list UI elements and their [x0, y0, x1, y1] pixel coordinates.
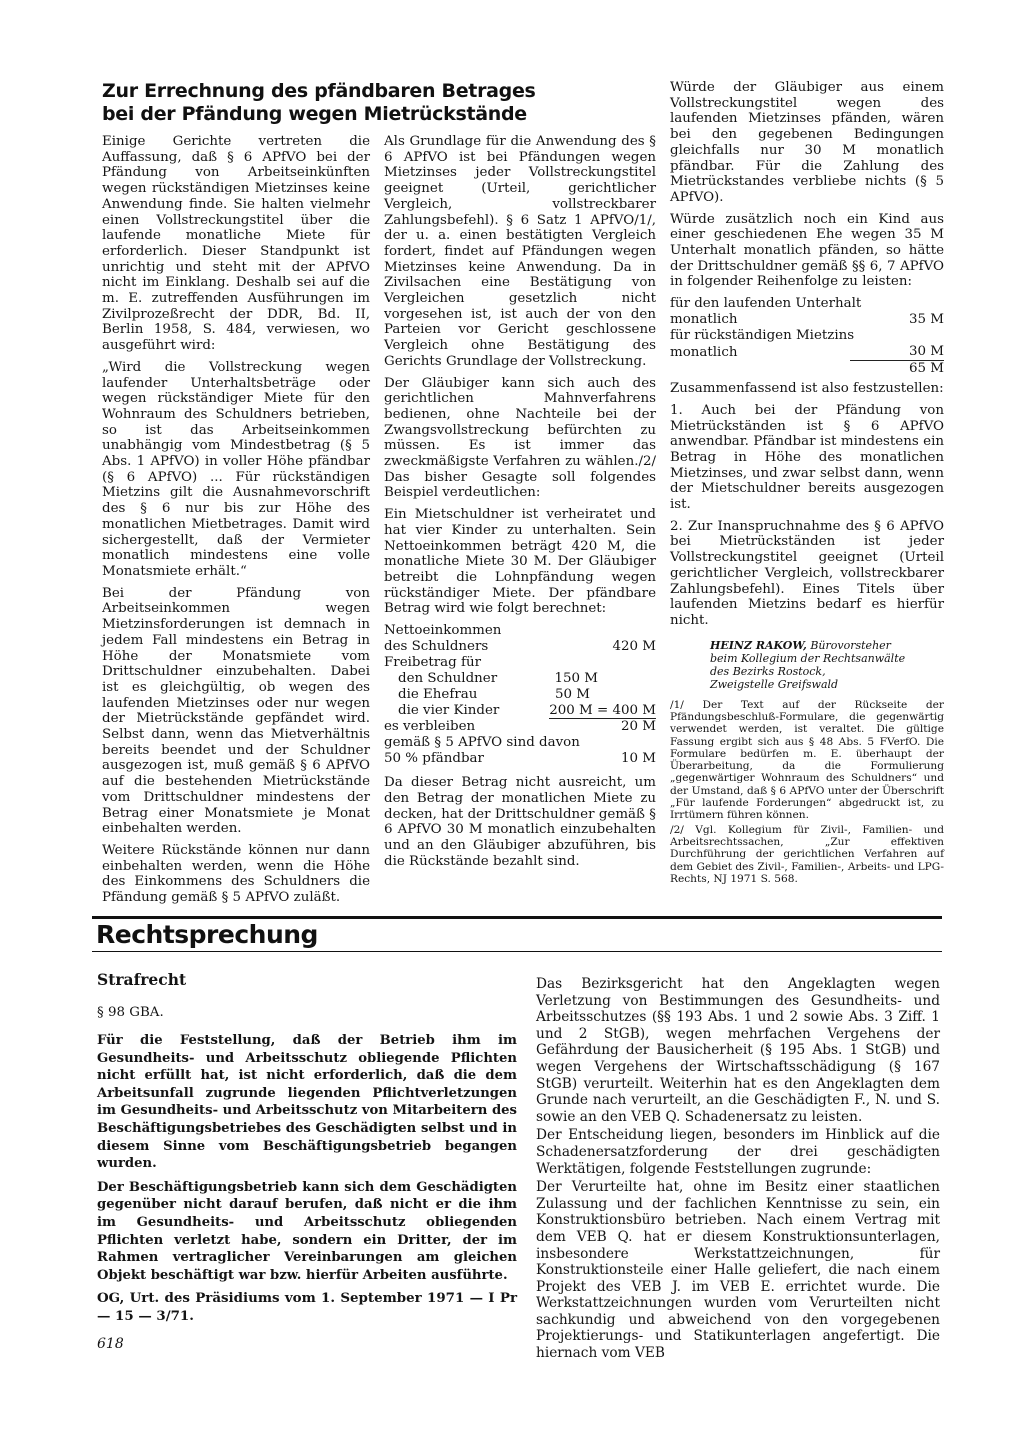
- norm-reference: § 98 GBA.: [97, 1005, 164, 1020]
- calc-label: die Ehefrau: [398, 687, 478, 703]
- calc-label: für den laufenden Unterhalt: [670, 296, 862, 312]
- calc-label: des Schuldners: [384, 639, 489, 655]
- footnote-2: /2/ Vgl. Kollegium für Zivil-, Familien- und Arbeitsrechtssachen, „Zur effektiven Durchführung der gerichtlichen Verfahren auf dem Gebiet des Zivil-, Familien-, Arbeits- und LPG-Rechts, NJ 1971 S. 568.: [670, 823, 944, 885]
- author-affiliation: Zweigstelle Greifswald: [710, 677, 839, 691]
- paragraph: Der Verurteilte hat, ohne im Besitz einer staatlichen Zulassung und der fachlichen Kenntnisse zu sein, ein Konstruktionsbüro betrieben. Nach einem Vertrag mit dem VEB Q. hat er diesem Konstruktionsunterlagen, insbesondere Werkstattzeichnungen, für Konstruktionsteile einer Halle geliefert, die nach einem Projekt des VEB J. im VEB E. errichtet wurde. Die Werkstattzeichnungen wurden vom Verurteilten nicht sachkundig und abweichend von den vorgegebenen Projektierungs- und Statikunterlagen angefertigt. Die hiernach vom VEB: [536, 1179, 940, 1362]
- paragraph: Der Entscheidung liegen, besonders im Hinblick auf die Schadenersatzforderung der drei geschädigten Werktätigen, folgende Feststellungen zugrunde:: [536, 1127, 940, 1177]
- article-title-line2: bei der Pfändung wegen Mietrückstände: [102, 103, 527, 125]
- article-column-3: [670, 80, 944, 887]
- author-affiliation: des Bezirks Rostock,: [710, 664, 826, 678]
- article-title-line1: Zur Errechnung des pfändbaren Betrages: [102, 80, 536, 102]
- calc-value: 420 M: [612, 639, 656, 655]
- calc-label: für rückständigen Mietzins: [670, 328, 855, 344]
- section-right-column: [536, 976, 940, 1364]
- page-number: 618: [97, 1336, 124, 1352]
- calc-value: 50 M: [554, 687, 590, 703]
- calc-label: es verbleiben: [384, 719, 476, 735]
- calc-label: gemäß § 5 APfVO sind davon: [384, 735, 580, 751]
- author-signature: [710, 639, 944, 691]
- section-left-column: [97, 970, 517, 1325]
- paragraph: Ein Mietschuldner ist verheiratet und hat vier Kinder zu unterhalten. Sein Nettoeinkommen beträgt 420 M, die monatliche Miete 30 M. Der Gläubiger betreibt die Lohnpfändung wegen rückständiger Miete. Der pfändbare Betrag wird wie folgt berechnet:: [384, 507, 656, 617]
- author-affiliation: beim Kollegium der Rechtsanwälte: [710, 651, 906, 665]
- section-title: Rechtsprechung: [96, 920, 318, 949]
- headnotes: [97, 1032, 517, 1284]
- calc-value: 20 M: [620, 719, 656, 735]
- calc-value: 200 M = 400 M: [549, 703, 656, 719]
- calc-label: den Schuldner: [398, 671, 498, 687]
- paragraph: Würde der Gläubiger aus einem Vollstreckungstitel wegen des laufenden Mietzinses pfänden, wären bei den gegebenen Bedingungen gleichfalls nur 30 M monatlich pfändbar. Für die Zahlung des Mietrückstandes verbliebe nichts (§ 5 APfVO).: [670, 80, 944, 205]
- calc-value: 35 M: [908, 312, 944, 328]
- author-role: Bürovorsteher: [810, 638, 891, 652]
- calc-label: Freibetrag für: [384, 655, 481, 671]
- article-column-1: [102, 134, 370, 908]
- article-column-2: [384, 134, 656, 871]
- paragraph: Da dieser Betrag nicht ausreicht, um den Betrag der monatlichen Miete zu decken, hat der Drittschuldner gemäß § 6 APfVO 30 M monatlich einzubehalten und an den Gläubiger abzuführen, bis die Rückstände bezahlt sind.: [384, 775, 656, 869]
- author-name: HEINZ RAKOW,: [710, 638, 807, 652]
- calc-label: Nettoeinkommen: [384, 623, 502, 639]
- paragraph: Weitere Rückstände können nur dann einbehalten werden, wenn die Höhe des Einkommens des Schuldners die Pfändung gemäß § 5 APfVO zuläßt.: [102, 842, 370, 906]
- summary-point-2: 2. Zur Inanspruchnahme des § 6 APfVO bei Mietrückständen ist jeder Vollstreckungstitel geeignet (Urteil gerichtlicher Vergleich, vollstreckbarer Zahlungsbefehl). Eines Titels über laufenden Mietzins bedarf es hierfür nicht.: [670, 518, 944, 628]
- calc-label: 50 % pfändbar: [384, 751, 484, 767]
- section-rule: [92, 916, 942, 919]
- section-rule-thin: [92, 951, 942, 952]
- paragraph: Der Gläubiger kann sich auch des gerichtlichen Mahnverfahrens bedienen, ohne Nachteile bei der Zwangsvollstreckung befürchten zu müssen. Es ist immer das zweckmäßigste Verfahren zu wählen./2/ Das bisher Gesagte soll folgendes Beispiel verdeutlichen:: [384, 375, 656, 501]
- headnote: Für die Feststellung, daß der Betrieb ihm im Gesundheits- und Arbeitsschutz obliegende Pflichten nicht erfüllt hat, ist nicht erforderlich, daß die dem Arbeitsunfall zugrunde liegenden Pflichtverletzungen im Gesundheits- und Arbeitsschutz von Mitarbeitern des Beschäftigungsbetriebes des Geschädigten selbst und in diesem Sinne vom Beschäftigungsbetrieb begangen wurden.: [97, 1033, 517, 1172]
- summary-point-1: 1. Auch bei der Pfändung von Mietrückständen ist § 6 APfVO anwendbar. Pfändbar ist mindestens ein Betrag in Höhe des monatlichen Mietzinses, und zwar selbst dann, wenn der Mietschuldner bereits ausgezogen ist.: [670, 402, 944, 513]
- calc-value: 30 M: [850, 344, 944, 361]
- calculation-table-2: [670, 296, 944, 377]
- subsection-title: Strafrecht: [97, 970, 187, 989]
- calculation-table: [384, 623, 656, 767]
- paragraph: Bei der Pfändung von Arbeitseinkommen wegen Mietzinsforderungen ist demnach in jedem Fall mindestens ein Betrag in Höhe der Monatsmiete vom Drittschuldner einzubehalten. Dabei ist es gleichgültig, ob wegen des laufenden Mietzinses oder nur wegen der Mietrückstände gepfändet wird. Selbst dann, wenn das Mietverhältnis bereits beendet und der Schuldner ausgezogen ist, muß gemäß § 6 APfVO auf die bestehenden Mietrückstände vom Drittschuldner mindestens der Betrag einer Monatsmiete je Monat einbehalten werden.: [102, 585, 370, 837]
- calc-label: monatlich: [670, 344, 738, 360]
- calc-label: die vier Kinder: [398, 703, 500, 719]
- article-title: [102, 80, 662, 126]
- paragraph: Würde zusätzlich noch ein Kind aus einer geschiedenen Ehe wegen 35 M Unterhalt monatlich pfänden, so hätte der Drittschuldner gemäß §§ 6, 7 APfVO in folgender Reihenfolge zu leisten:: [670, 211, 944, 290]
- quote-paragraph: „Wird die Vollstreckung wegen laufender Unterhaltsbeträge oder wegen rückständiger Miete für den Wohnraum des Schuldners betrieben, so ist das Arbeitseinkommen unabhängig vom Mindestbetrag (§ 5 Abs. 1 APfVO) in voller Höhe pfändbar (§ 6 APfVO) ... Für rückständigen Mietzins gilt die Ausnahmevorschrift des § 6 nur bis zur Höhe des monatlichen Mietbetrages. Damit wird sichergestellt, daß der Vermieter monatlich mindestens eine volle Monatsmiete erhält.“: [102, 359, 370, 579]
- paragraph: Einige Gerichte vertreten die Auffassung, daß § 6 APfVO bei der Pfändung von Arbeitseinkünften wegen rückständigen Mietzinses keine Anwendung finde. Sie halten vielmehr einen Vollstreckungstitel über die laufende monatliche Miete für erforderlich. Dieser Standpunkt ist unrichtig und steht mit der APfVO nicht im Einklang. Deshalb sei auf die m. E. zutreffenden Ausführungen im Zivilprozeßrecht der DDR, Bd. II, Berlin 1958, S. 484, verwiesen, wo ausgeführt wird:: [102, 134, 370, 354]
- paragraph: Als Grundlage für die Anwendung des § 6 APfVO ist bei Pfändungen wegen Mietzinses jeder Vollstreckungstitel geeignet (Urteil, gerichtlicher Vergleich, vollstreckbarer Zahlungsbefehl). § 6 Satz 1 APfVO/1/, der u. a. einen bestätigten Vergleich fordert, findet auf Pfändungen wegen Mietzinses keine Anwendung. Da in Zivilsachen eine Bestätigung von Vergleichen gesetzlich nicht vorgesehen ist, ist auch der von den Parteien vor Gericht geschlossene Vergleich ohne Bestätigung des Gerichts Grundlage der Vollstreckung.: [384, 134, 656, 369]
- calc-value: 150 M: [554, 671, 598, 687]
- calc-label: monatlich: [670, 312, 738, 328]
- headnote: Der Beschäftigungsbetrieb kann sich dem Geschädigten gegenüber nicht darauf berufen, daß nicht er die ihm im Gesundheits- und Arbeitsschutz obliegenden Pflichten verletzt habe, sondern ein Dritter, der im Rahmen vertraglicher Vereinbarungen am gleichen Objekt beschäftigt war bzw. hierfür Arbeiten ausführte.: [97, 1179, 517, 1283]
- paragraph: Zusammenfassend ist also festzustellen:: [670, 381, 944, 397]
- calc-sum: 65 M: [908, 361, 944, 377]
- footnote-1: /1/ Der Text auf der Rückseite der Pfändungsbeschluß-Formulare, die gegenwärtig verwendet werden, ist veraltet. Die gültige Fassung ergibt sich aus § 48 Abs. 5 FVerfO. Die Formulare bedürfen m. E. überhaupt der Überarbeitung, da die Formulierung „gegenwärtiger Wohnraum des Schuldners“ und der Umstand, daß § 6 APfVO unter der Überschrift „Für laufende Forderungen“ abgedruckt ist, zu Irrtümern führen können.: [670, 698, 944, 822]
- calc-value: 10 M: [620, 751, 656, 767]
- decision-citation: OG, Urt. des Präsidiums vom 1. September 1971 — I Pr — 15 — 3/71.: [97, 1290, 517, 1324]
- paragraph: Das Bezirksgericht hat den Angeklagten wegen Verletzung von Bestimmungen des Gesundheits- und Arbeitsschutzes (§§ 193 Abs. 1 und 2 sowie Abs. 3 Ziff. 1 und 2 StGB), wegen mehrfachen Vergehens der Gefährdung der Bausicherheit (§ 195 Abs. 1 StGB) und wegen Vergehens der Wirtschaftsschädigung (§ 167 StGB) verurteilt. Weiterhin hat es den Angeklagten dem Grunde nach verurteilt, an die Geschädigten F., N. und S. sowie an den VEB Q. Schadenersatz zu leisten.: [536, 976, 940, 1125]
